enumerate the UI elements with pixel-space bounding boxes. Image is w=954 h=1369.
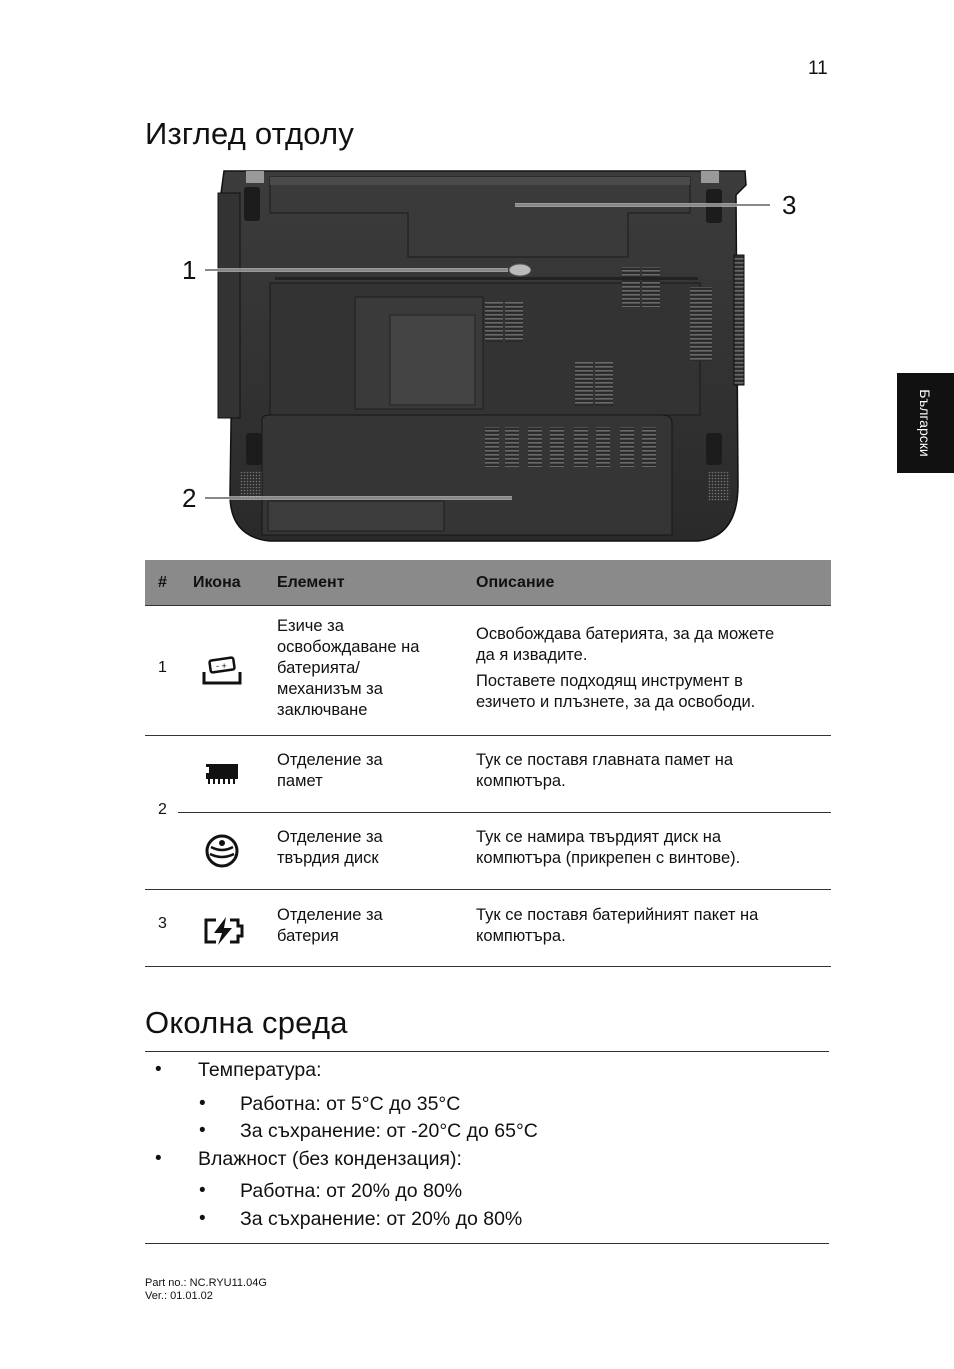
laptop-bottom-illustration	[150, 165, 830, 555]
row-1-element: Езиче за освобождаване на батерията/ механизъм за заключване	[277, 617, 420, 719]
table-header-element: Елемент	[277, 574, 345, 591]
row-3-description: Тук се намира твърдият диск на компютъра (прикрепен с винтове).	[476, 828, 741, 867]
hard-disk-icon	[205, 833, 239, 869]
row-number: 2	[158, 801, 167, 818]
footer	[145, 1277, 267, 1303]
env-subitem: Работна: от 5°C до 35°C	[240, 1093, 461, 1115]
part-number: Part no.: NC.RYU11.04G	[145, 1277, 267, 1289]
battery-bay-icon	[202, 916, 244, 946]
language-tab	[897, 373, 954, 473]
section-title-bottom-view: Изглед отдолу	[145, 116, 355, 151]
env-subitem: За съхранение: от 20% до 80%	[240, 1208, 523, 1230]
section-title-environment: Околна среда	[145, 1005, 348, 1040]
bullet-icon: •	[199, 1180, 206, 1201]
env-item-temperature: Температура:	[198, 1059, 322, 1081]
battery-release-icon	[202, 656, 242, 686]
table-header-number: #	[158, 574, 167, 591]
language-tab-label: Български	[917, 389, 933, 457]
callout-2: 2	[182, 483, 197, 513]
row-2-element: Отделение за памет	[277, 751, 383, 790]
row-number: 3	[158, 915, 167, 932]
bullet-icon: •	[199, 1093, 206, 1114]
env-subitem: Работна: от 20% до 80%	[240, 1180, 463, 1202]
version: Ver.: 01.01.02	[145, 1290, 213, 1302]
table-header-description: Описание	[476, 574, 555, 591]
row-number: 1	[158, 659, 167, 676]
bullet-icon: •	[199, 1208, 206, 1229]
row-4-description: Тук се поставя батерийният пакет на компютъра.	[476, 906, 759, 945]
table-header-icon: Икона	[193, 574, 241, 591]
env-item-humidity: Влажност (без кондензация):	[198, 1148, 462, 1170]
row-1-description: Освобождава батерията, за да можете да я извадите. Поставете подходящ инструмент в езичето и плъзнете, за да освободи.	[476, 625, 775, 711]
bullet-icon: •	[155, 1059, 162, 1080]
bullet-icon: •	[155, 1148, 162, 1169]
page-number: 11	[808, 58, 828, 79]
env-subitem: За съхранение: от -20°C до 65°C	[240, 1120, 538, 1142]
row-3-element: Отделение за твърдия диск	[277, 828, 383, 867]
memory-icon	[204, 761, 240, 787]
svg-text:- +: - +	[216, 661, 227, 671]
callout-1: 1	[182, 255, 197, 285]
bullet-icon: •	[199, 1120, 206, 1141]
row-2-description: Тук се поставя главната памет на компютъра.	[476, 751, 734, 790]
callout-3: 3	[782, 190, 797, 220]
row-4-element: Отделение за батерия	[277, 906, 383, 945]
